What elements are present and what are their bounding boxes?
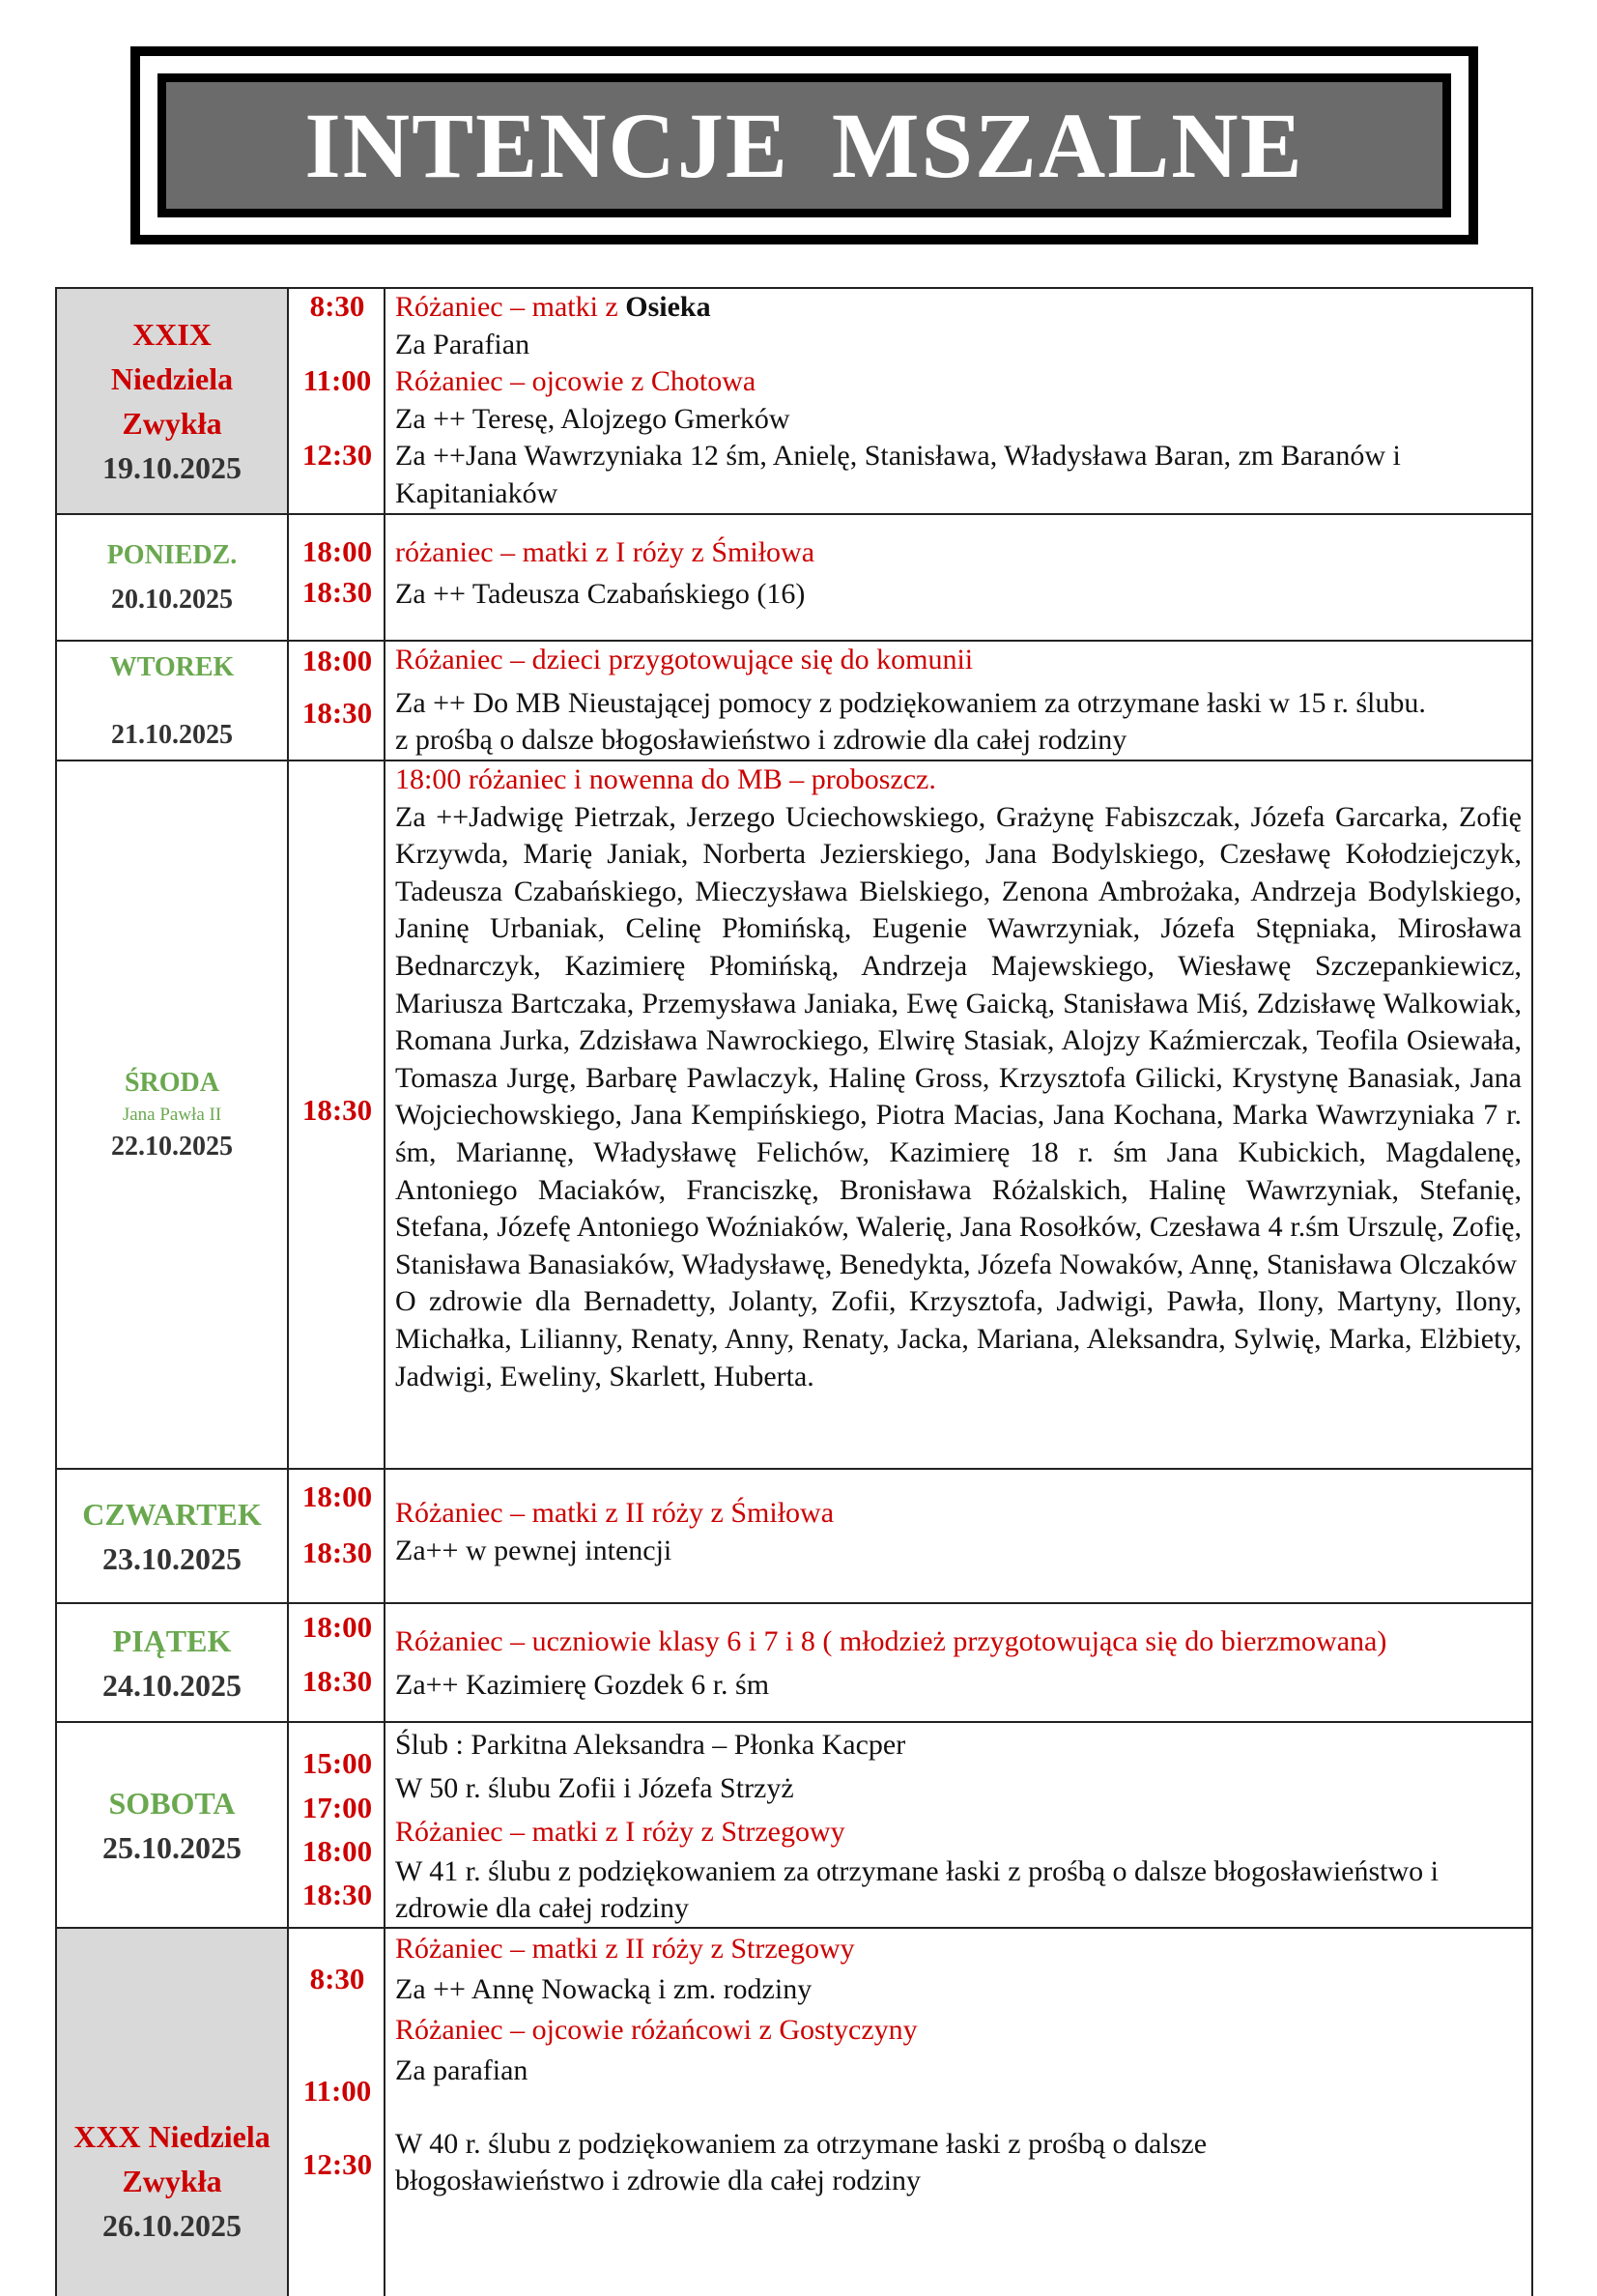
mass-time: 8:30 bbox=[309, 1962, 365, 1995]
day-name: XXIX bbox=[132, 317, 212, 352]
time-cell bbox=[287, 1470, 384, 1602]
day-cell bbox=[55, 1929, 287, 2296]
time-cell bbox=[287, 1929, 384, 2296]
day-date: 26.10.2025 bbox=[102, 2208, 242, 2243]
intention: W 41 r. ślubu z podziękowaniem za otrzymane łaski z prośbą o dalsze błogosławieństwo i zdrowie dla całej rodziny bbox=[395, 1855, 1439, 1924]
day-row-thursday bbox=[55, 1470, 1533, 1604]
day-row-sunday-19 bbox=[55, 289, 1533, 515]
day-row-saturday bbox=[55, 1723, 1533, 1929]
day-subtitle: Jana Pawła II bbox=[122, 1104, 222, 1125]
mass-time: 18:00 bbox=[301, 1834, 373, 1868]
intention-health: O zdrowie dla Bernadetty, Jolanty, Zofii, Krzysztofa, Jadwigi, Pawła, Ilony, Martyny, Ilony, Michałka, Lilianny, Renaty, Anny, Renaty, Jacka, Mariana, Aleksandra, Sylwię, Marka, Elżbiety, Jadwigi, Eweliny, Skarlett, Huberta. bbox=[395, 1285, 1522, 1392]
intentions-cell bbox=[384, 1723, 1533, 1927]
intention-rosary: Różaniec – matki z Osieka bbox=[395, 291, 711, 323]
intention-rosary: Różaniec – uczniowie klasy 6 i 7 i 8 ( młodzież przygotowująca się do bierzmowana) bbox=[395, 1625, 1387, 1657]
mass-time: 11:00 bbox=[302, 363, 372, 397]
day-name: Zwykła bbox=[122, 406, 222, 441]
day-name: Zwykła bbox=[122, 2164, 222, 2198]
time-cell bbox=[287, 1723, 384, 1927]
day-name: PONIEDZ. bbox=[106, 539, 238, 570]
intention: Za ++ Teresę, Alojzego Gmerków bbox=[395, 402, 790, 435]
mass-time: 8:30 bbox=[309, 289, 365, 323]
day-cell bbox=[55, 642, 287, 760]
intention: Za++ Kazimierę Gozdek 6 r. śm bbox=[395, 1668, 770, 1701]
mass-time: 18:30 bbox=[301, 1664, 373, 1698]
intention: Za ++ Annę Nowacką i zm. rodziny bbox=[395, 1973, 813, 2005]
intentions-cell bbox=[384, 515, 1533, 640]
mass-time: 18:30 bbox=[301, 1535, 373, 1569]
mass-time: 17:00 bbox=[301, 1791, 373, 1824]
day-cell bbox=[55, 761, 287, 1468]
day-row-monday bbox=[55, 515, 1533, 642]
intention: Za ++ Tadeusza Czabańskiego (16) bbox=[395, 577, 806, 610]
intention-rosary: Różaniec – matki z I róży z Strzegowy bbox=[395, 1816, 845, 1848]
day-row-friday bbox=[55, 1604, 1533, 1723]
day-date: 22.10.2025 bbox=[111, 1131, 233, 1162]
intention-rosary: 18:00 różaniec i nowenna do MB – proboszcz. bbox=[395, 763, 936, 795]
intentions-cell bbox=[384, 1929, 1533, 2296]
day-date: 24.10.2025 bbox=[102, 1667, 242, 1703]
day-date: 21.10.2025 bbox=[111, 720, 233, 750]
intention-rosary: Różaniec – matki z II róży z Strzegowy bbox=[395, 1933, 855, 1965]
day-name: Niedziela bbox=[110, 361, 234, 396]
day-date: 25.10.2025 bbox=[102, 1829, 242, 1865]
intentions-cell bbox=[384, 761, 1533, 1468]
intention: Za parafian bbox=[395, 2054, 528, 2086]
day-row-wednesday bbox=[55, 761, 1533, 1470]
mass-schedule-table bbox=[55, 287, 1533, 2296]
intentions-cell bbox=[384, 1604, 1533, 1721]
mass-time: 18:00 bbox=[301, 1479, 373, 1513]
day-cell bbox=[55, 1723, 287, 1927]
mass-time: 18:00 bbox=[301, 1610, 373, 1644]
day-name: CZWARTEK bbox=[82, 1496, 262, 1532]
intention: Za ++Jana Wawrzyniaka 12 śm, Anielę, Stanisława, Władysława Baran, zm Baranów i Kapitaniaków bbox=[395, 440, 1401, 509]
mass-time: 18:30 bbox=[301, 575, 373, 609]
intention: Za Parafian bbox=[395, 328, 530, 360]
day-date: 23.10.2025 bbox=[102, 1540, 242, 1576]
day-date: 20.10.2025 bbox=[111, 584, 233, 615]
day-name: WTOREK bbox=[109, 652, 235, 682]
mass-time: 12:30 bbox=[301, 2147, 373, 2181]
title-banner bbox=[130, 46, 1478, 244]
intention: W 40 r. ślubu z podziękowaniem za otrzymane łaski z prośbą o dalsze błogosławieństwo i zdrowie dla całej rodziny bbox=[395, 2128, 1208, 2196]
time-cell bbox=[287, 1604, 384, 1721]
mass-time: 18:00 bbox=[301, 534, 373, 568]
day-cell bbox=[55, 1470, 287, 1602]
intentions-cell bbox=[384, 289, 1533, 513]
mass-time: 18:30 bbox=[301, 1878, 373, 1911]
intention: Za++ w pewnej intencji bbox=[395, 1534, 672, 1566]
intention-wedding: Ślub : Parkitna Aleksandra – Płonka Kacper bbox=[395, 1729, 906, 1761]
time-cell bbox=[287, 642, 384, 760]
day-cell bbox=[55, 289, 287, 513]
intention: Za ++Jadwigę Pietrzak, Jerzego Uciechowskiego, Grażynę Fabiszczak, Józefa Garcarka, Zofię Krzywda, Marię Janiak, Norberta Jezierskiego, Jana Bodylskiego, Czesławę Kołodziejczyk, Tadeusza Czabańskiego, Mieczysława Bielskiego, Zenona Ambrożaka, Andrzeja Bodylskiego, Janinę Urbaniak, Celinę Płomińską, Eugenie Wawrzyniak, Józefa Stępniaka, Mirosława Bednarczyk, Kazimierę Płomińską, Andrzeja Majewskiego, Wiesławę Szczepankiewicz, Mariusza Bartczaka, Przemysława Janiaka, Ewę Gaicką, Stanisława Miś, Zdzisławę Walkowiak, Romana Jurka, Zdzisława Nawrockiego, Elwirę Stasiak, Alojzy Kaźmierczak, Teofila Osiewała, Tomasza Jurgę, Barbarę Pawlaczyk, Halinę Gross, Krzysztofa Gilicki, Krystynę Banasiak, Jana Wojciechowskiego, Jana Kempińskiego, Piotra Macias, Jana Kochana, Marka Wawrzyniaka 7 r. śm, Mariannę, Władysławę Felichów, Kazimierę 18 r. śm Jana Kubickich, Magdalenę, Antoniego Maciaków, Franciszkę, Bronisława Różalskich, Halinę Wawrzyniak, Stefanię, Stefana, Józefę Antoniego Woźniaków, Walerię, Jana Rosołków, Czesława 4 r.śm Urszulę, Zofię, Stanisława Banasiaków, Władysławę, Benedykta, Józefa Nowaków, Annę, Stanisława Olczaków bbox=[395, 800, 1522, 1280]
day-name: SOBOTA bbox=[108, 1785, 236, 1821]
intention-rosary: różaniec – matki z I róży z Śmiłowa bbox=[395, 536, 815, 568]
intention-rosary: Różaniec – ojcowie z Chotowa bbox=[395, 365, 756, 397]
mass-time: 18:00 bbox=[301, 644, 373, 677]
day-row-sunday-26 bbox=[55, 1929, 1533, 2296]
intentions-cell bbox=[384, 642, 1533, 760]
mass-time: 11:00 bbox=[302, 2074, 372, 2108]
intention: Za ++ Do MB Nieustającej pomocy z podziękowaniem za otrzymane łaski w 15 r. ślubu. bbox=[395, 686, 1426, 719]
time-cell bbox=[287, 761, 384, 1468]
day-name: PIĄTEK bbox=[112, 1622, 232, 1658]
day-name: ŚRODA bbox=[124, 1067, 219, 1098]
intention-rosary: Różaniec – ojcowie różańcowi z Gostyczyny bbox=[395, 2014, 918, 2046]
intention: z prośbą o dalsze błogosławieństwo i zdrowie dla całej rodziny bbox=[395, 724, 1127, 756]
intention: W 50 r. ślubu Zofii i Józefa Strzyż bbox=[395, 1772, 794, 1804]
intention-rosary: Różaniec – dzieci przygotowujące się do komunii bbox=[395, 644, 974, 675]
page-title: INTENCJE MSZALNE bbox=[304, 93, 1304, 197]
day-cell bbox=[55, 1604, 287, 1721]
day-name: XXX Niedziela bbox=[73, 2119, 271, 2154]
mass-time: 12:30 bbox=[301, 438, 373, 472]
intention-rosary: Różaniec – matki z II róży z Śmiłowa bbox=[395, 1497, 835, 1529]
day-row-tuesday bbox=[55, 642, 1533, 761]
day-cell bbox=[55, 515, 287, 640]
mass-time: 18:30 bbox=[301, 696, 373, 730]
time-cell bbox=[287, 515, 384, 640]
mass-time: 18:30 bbox=[301, 1093, 373, 1127]
day-date: 19.10.2025 bbox=[102, 450, 242, 485]
mass-time: 15:00 bbox=[301, 1746, 373, 1780]
intentions-cell bbox=[384, 1470, 1533, 1602]
time-cell bbox=[287, 289, 384, 513]
